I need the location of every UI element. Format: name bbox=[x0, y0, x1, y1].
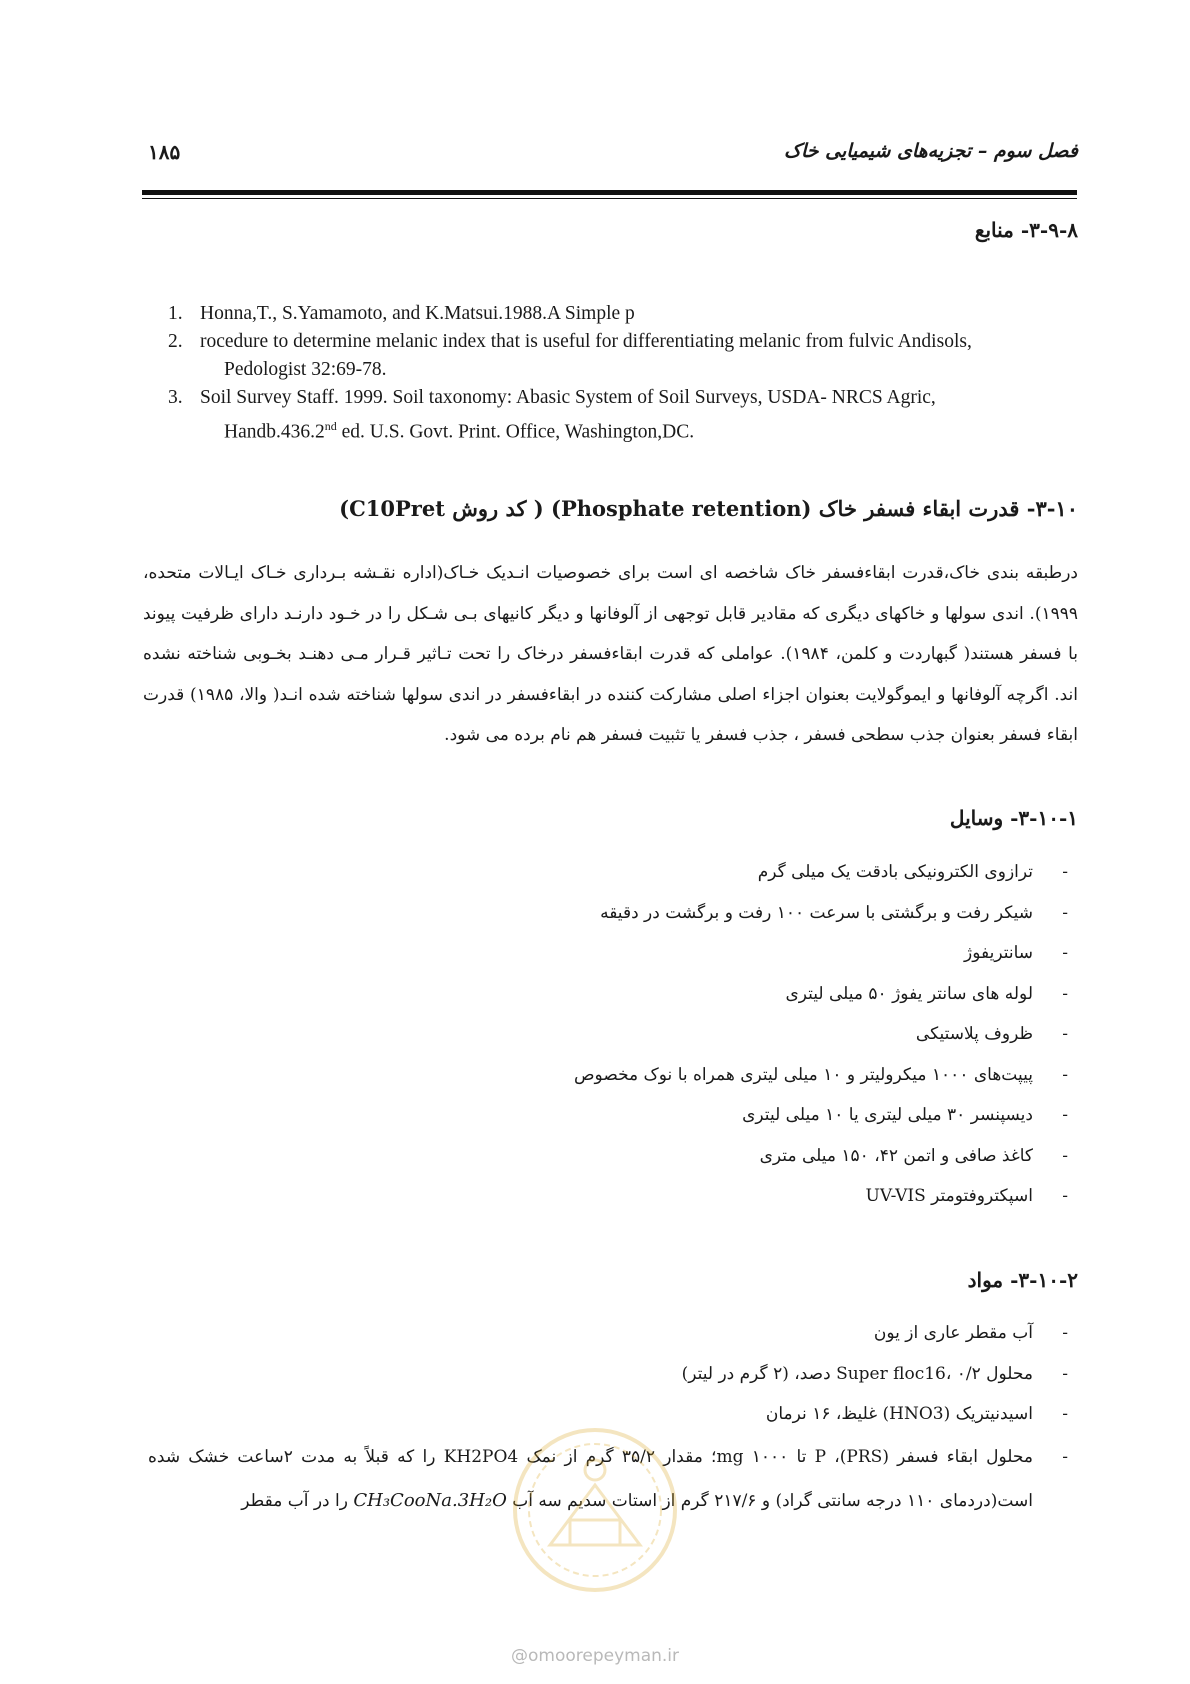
section-paragraph: درطبقه بندی خاک،قدرت ابقاءفسفر خاک شاخصه ای است برای خصوصیات انـدیک خـاک(اداره نقـشه بـرداری خـاک ایـالات متحده، ۱۹۹۹). اندی سولها و خاکهای دیگری که مقادیر قابل توجهی از آلوفانها و دیگر کانیهای بـی شـکل را در خـود دارنـد دارای ظرفیت پیوند با فسفر هستند( گبهاردت و کلمن، ۱۹۸۴). عواملی که قدرت ابقاءفسفر درخاک را تحت تـاثیر قـرار مـی دهنـد بخـوبی شناخته نشده اند. اگرچه آلوفانها و ایموگولایت بعنوان اجزاء اصلی مشارکت کننده در ابقاءفسفر در اندی سولها شناخته شده انـد( والا، ۱۹۸۵) قدرت ابقاء فسفر بعنوان جذب سطحی فسفر ، جذب فسفر یا تثبیت فسفر هم نام برده می شود. bbox=[143, 563, 1078, 745]
equipment-list bbox=[148, 852, 1078, 1217]
list-item-text: لوله های سانتر یفوژ ۵۰ میلی لیتری bbox=[785, 983, 1033, 1004]
list-item-text: سانتریفوژ bbox=[964, 943, 1033, 963]
list-item-text: اسیدنیتریک (HNO3) غلیظ، ۱۶ نرمان bbox=[765, 1404, 1033, 1424]
watermark-logo-icon bbox=[510, 1425, 680, 1595]
list-item: - اسپکتروفتومتر UV-VIS bbox=[865, 1186, 1068, 1206]
reference-text-part: Handb.436.2 bbox=[224, 421, 325, 443]
references-list bbox=[168, 300, 1078, 447]
list-item-text-tail: را در آب مقطر bbox=[241, 1490, 348, 1511]
list-item-text: آب مقطر عاری از یون bbox=[873, 1323, 1033, 1343]
list-item: - محلول Super floc16، ۰/۲ دصد، (۲ گرم در لیتر) bbox=[681, 1363, 1068, 1384]
list-item-text: اسپکتروفتومتر UV-VIS bbox=[865, 1186, 1033, 1206]
list-item-text: محلول ابقاء فسفر (PRS)، P تا mg ۱۰۰۰؛ مقدار ۳۵/۲ گرم از نمک KH2PO4 را که قبلاً به مدت ۲ساعت خشک شده است(دردمای ۱۱۰ درجه سانتی گراد) و ۲۱۷/۶ گرم از استات سدیم سه آب bbox=[148, 1446, 1033, 1511]
reference-text-continued bbox=[200, 412, 1078, 447]
superscript: nd bbox=[324, 419, 337, 433]
section-heading: ۳-۱۰- قدرت ابقاء فسفر خاک (Phosphate retention) ( کد روش C10Pret) bbox=[339, 496, 1078, 521]
reference-item bbox=[168, 300, 1078, 328]
reference-text-part: ed. U.S. Govt. Print. Office, Washington,DC. bbox=[336, 421, 695, 443]
materials-heading: ۳-۱۰-۲- مواد bbox=[967, 1268, 1078, 1292]
header-rule-thin bbox=[142, 198, 1077, 199]
chapter-title: فصل سوم – تجزیه‌های شیمیایی خاک bbox=[783, 140, 1078, 162]
watermark-site: @omoorepeyman.ir bbox=[510, 1646, 680, 1666]
reference-number: 2. bbox=[168, 331, 183, 352]
reference-text: rocedure to determine melanic index that is useful for differentiating melanic from fulvic Andisols, bbox=[200, 331, 972, 352]
list-item-text: ظروف پلاستیکی bbox=[915, 1024, 1033, 1044]
list-item-text: پیپت‌های ۱۰۰۰ میکرولیتر و ۱۰ میلی لیتری همراه با نوک مخصوص bbox=[574, 1064, 1033, 1085]
list-item: - آب مقطر عاری از یون bbox=[873, 1323, 1068, 1343]
list-item: - دیسپنسر ۳۰ میلی لیتری یا ۱۰ میلی لیتری bbox=[742, 1105, 1068, 1125]
list-item-text: ترازوی الکترونیکی بادقت یک میلی گرم bbox=[757, 862, 1033, 882]
list-item: - اسیدنیتریک (HNO3) غلیظ، ۱۶ نرمان bbox=[765, 1404, 1068, 1424]
page-number: ۱۸۵ bbox=[148, 140, 181, 164]
chemical-formula: CH₃CooNa.3H₂O bbox=[353, 1489, 507, 1511]
equipment-heading: ۳-۱۰-۱- وسایل bbox=[949, 806, 1078, 830]
list-item: - محلول ابقاء فسفر (PRS)، P تا mg ۱۰۰۰؛ مقدار ۳۵/۲ گرم از نمک KH2PO4 را که قبلاً به مدت ۲ساعت خشک شده است(دردمای ۱۱۰ درجه سانتی گراد) و ۲۱۷/۶ گرم از استات سدیم سه آب CH₃CooNa.3H₂O را در آب مقطر bbox=[148, 1446, 1068, 1511]
list-item: - لوله های سانتر یفوژ ۵۰ میلی لیتری bbox=[785, 983, 1068, 1004]
reference-item bbox=[168, 384, 1078, 447]
references-heading: ۳-۹-۸- منابع bbox=[974, 218, 1078, 242]
page-header bbox=[148, 140, 1078, 176]
reference-number: 1. bbox=[168, 303, 183, 324]
list-item-text: دیسپنسر ۳۰ میلی لیتری یا ۱۰ میلی لیتری bbox=[742, 1105, 1033, 1125]
list-item: - ظروف پلاستیکی bbox=[915, 1024, 1068, 1044]
list-item-text: کاغذ صافی و اتمن ۴۲، ۱۵۰ میلی متری bbox=[759, 1145, 1033, 1166]
list-item: - پیپت‌های ۱۰۰۰ میکرولیتر و ۱۰ میلی لیتری همراه با نوک مخصوص bbox=[574, 1064, 1068, 1085]
reference-item bbox=[168, 328, 1078, 384]
list-item-text: محلول Super floc16، ۰/۲ دصد، (۲ گرم در لیتر) bbox=[681, 1363, 1033, 1384]
list-item: - کاغذ صافی و اتمن ۴۲، ۱۵۰ میلی متری bbox=[759, 1145, 1068, 1166]
list-item: - سانتریفوژ bbox=[964, 943, 1068, 963]
list-item-text: شیکر رفت و برگشتی با سرعت ۱۰۰ رفت و برگشت در دقیقه bbox=[600, 902, 1033, 923]
reference-text: Honna,T., S.Yamamoto, and K.Matsui.1988.A Simple p bbox=[200, 303, 635, 324]
reference-text: Soil Survey Staff. 1999. Soil taxonomy: Abasic System of Soil Surveys, USDA- NRCS Agric, bbox=[200, 387, 936, 408]
reference-text-continued: Pedologist 32:69-78. bbox=[224, 359, 387, 380]
list-item: - ترازوی الکترونیکی بادقت یک میلی گرم bbox=[757, 862, 1068, 882]
list-item: - شیکر رفت و برگشتی با سرعت ۱۰۰ رفت و برگشت در دقیقه bbox=[600, 902, 1068, 923]
header-rule-thick bbox=[142, 190, 1077, 195]
reference-number: 3. bbox=[168, 387, 183, 408]
